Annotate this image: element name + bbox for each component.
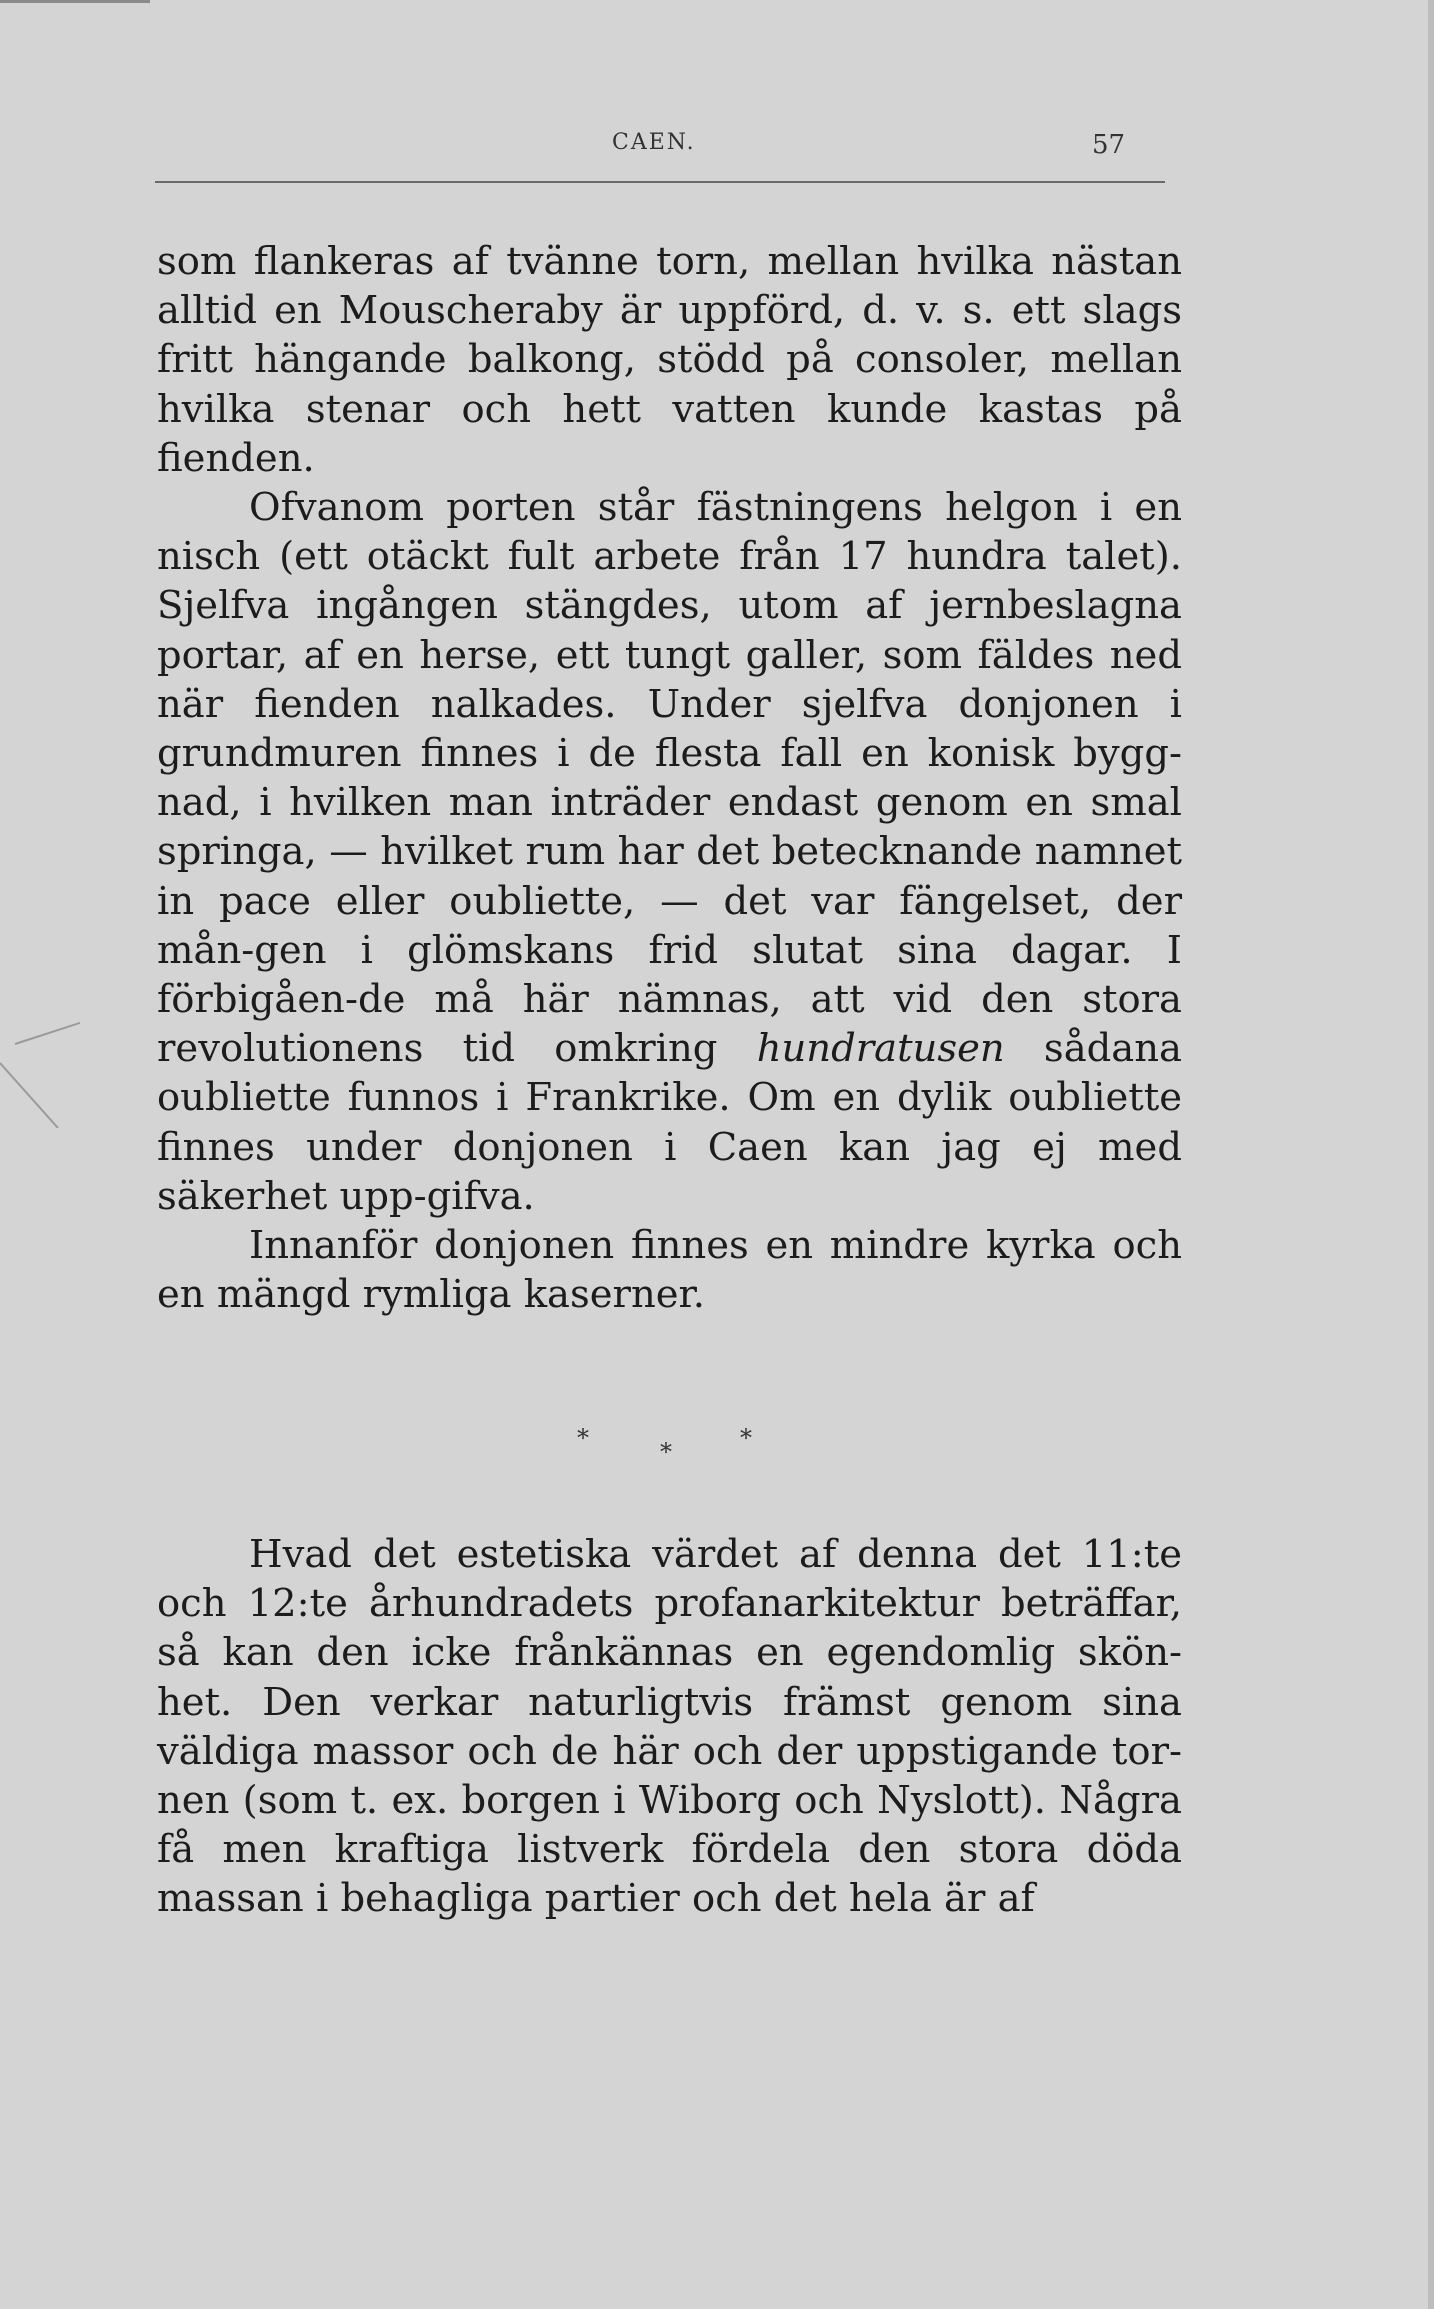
- paragraph-2-tail: sådana oubliette funnos i Frankrike. Om en dylik oubliette finnes under donjonen i Caen kan jag ej med säkerhet upp-gifva.: [157, 1026, 1182, 1219]
- running-header: [0, 130, 1434, 170]
- body-text-top: [157, 237, 1182, 1319]
- paragraph-2-text: Ofvanom porten står fästningens helgon i en nisch (ett otäckt fult arbete från 17 hundra talet). Sjelfva ingången stängdes, utom af jernbeslagna portar, af en herse, ett tungt galler, som fäldes ned när fienden nalkades. Under sjelfva donjonen i grundmuren finnes i de flesta fall en konisk bygg-nad, i hvilken man inträder endast genom en smal springa, — hvilket rum har det betecknande namnet in pace eller oubliette, — det var fängelset, der mån-gen i glömskans frid slutat sina dagar. I förbigåen-de må här nämnas, att vid den stora revolutionens tid omkring: [157, 485, 1182, 1072]
- paragraph-2: [157, 483, 1182, 1221]
- paragraph-3: Innanför donjonen finnes en mindre kyrka och en mängd rymliga kaserner.: [157, 1223, 1182, 1318]
- separator-star-middle: *: [660, 1438, 672, 1466]
- margin-pencil-mark: [0, 1018, 80, 1128]
- paragraph-2-italic: hundratusen: [756, 1026, 1005, 1072]
- section-separator: [0, 1418, 1434, 1468]
- separator-star-right: *: [740, 1424, 752, 1452]
- body-text-bottom: [157, 1530, 1182, 1924]
- page-number: 57: [1092, 130, 1126, 160]
- running-title: CAEN.: [612, 130, 696, 155]
- page-edge-mark: [0, 0, 150, 3]
- header-rule: [155, 181, 1165, 183]
- page-edge-shadow: [1428, 0, 1434, 2309]
- paragraph-4: Hvad det estetiska värdet af denna det 11:te och 12:te århundradets profanarkitektur beträffar, så kan den icke frånkännas en egendomlig skön-het. Den verkar naturligtvis främst genom sina väldiga massor och de här och der uppstigande tor-nen (som t. ex. borgen i Wiborg och Nyslott). Några få men kraftiga listverk fördela den stora döda massan i behagliga partier och det hela är af: [157, 1532, 1182, 1922]
- separator-star-left: *: [577, 1424, 589, 1452]
- paragraph-1: som flankeras af tvänne torn, mellan hvilka nästan alltid en Mouscheraby är uppförd, d. v. s. ett slags fritt hängande balkong, stödd på consoler, mellan hvilka stenar och hett vatten kunde kastas på fienden.: [157, 239, 1182, 481]
